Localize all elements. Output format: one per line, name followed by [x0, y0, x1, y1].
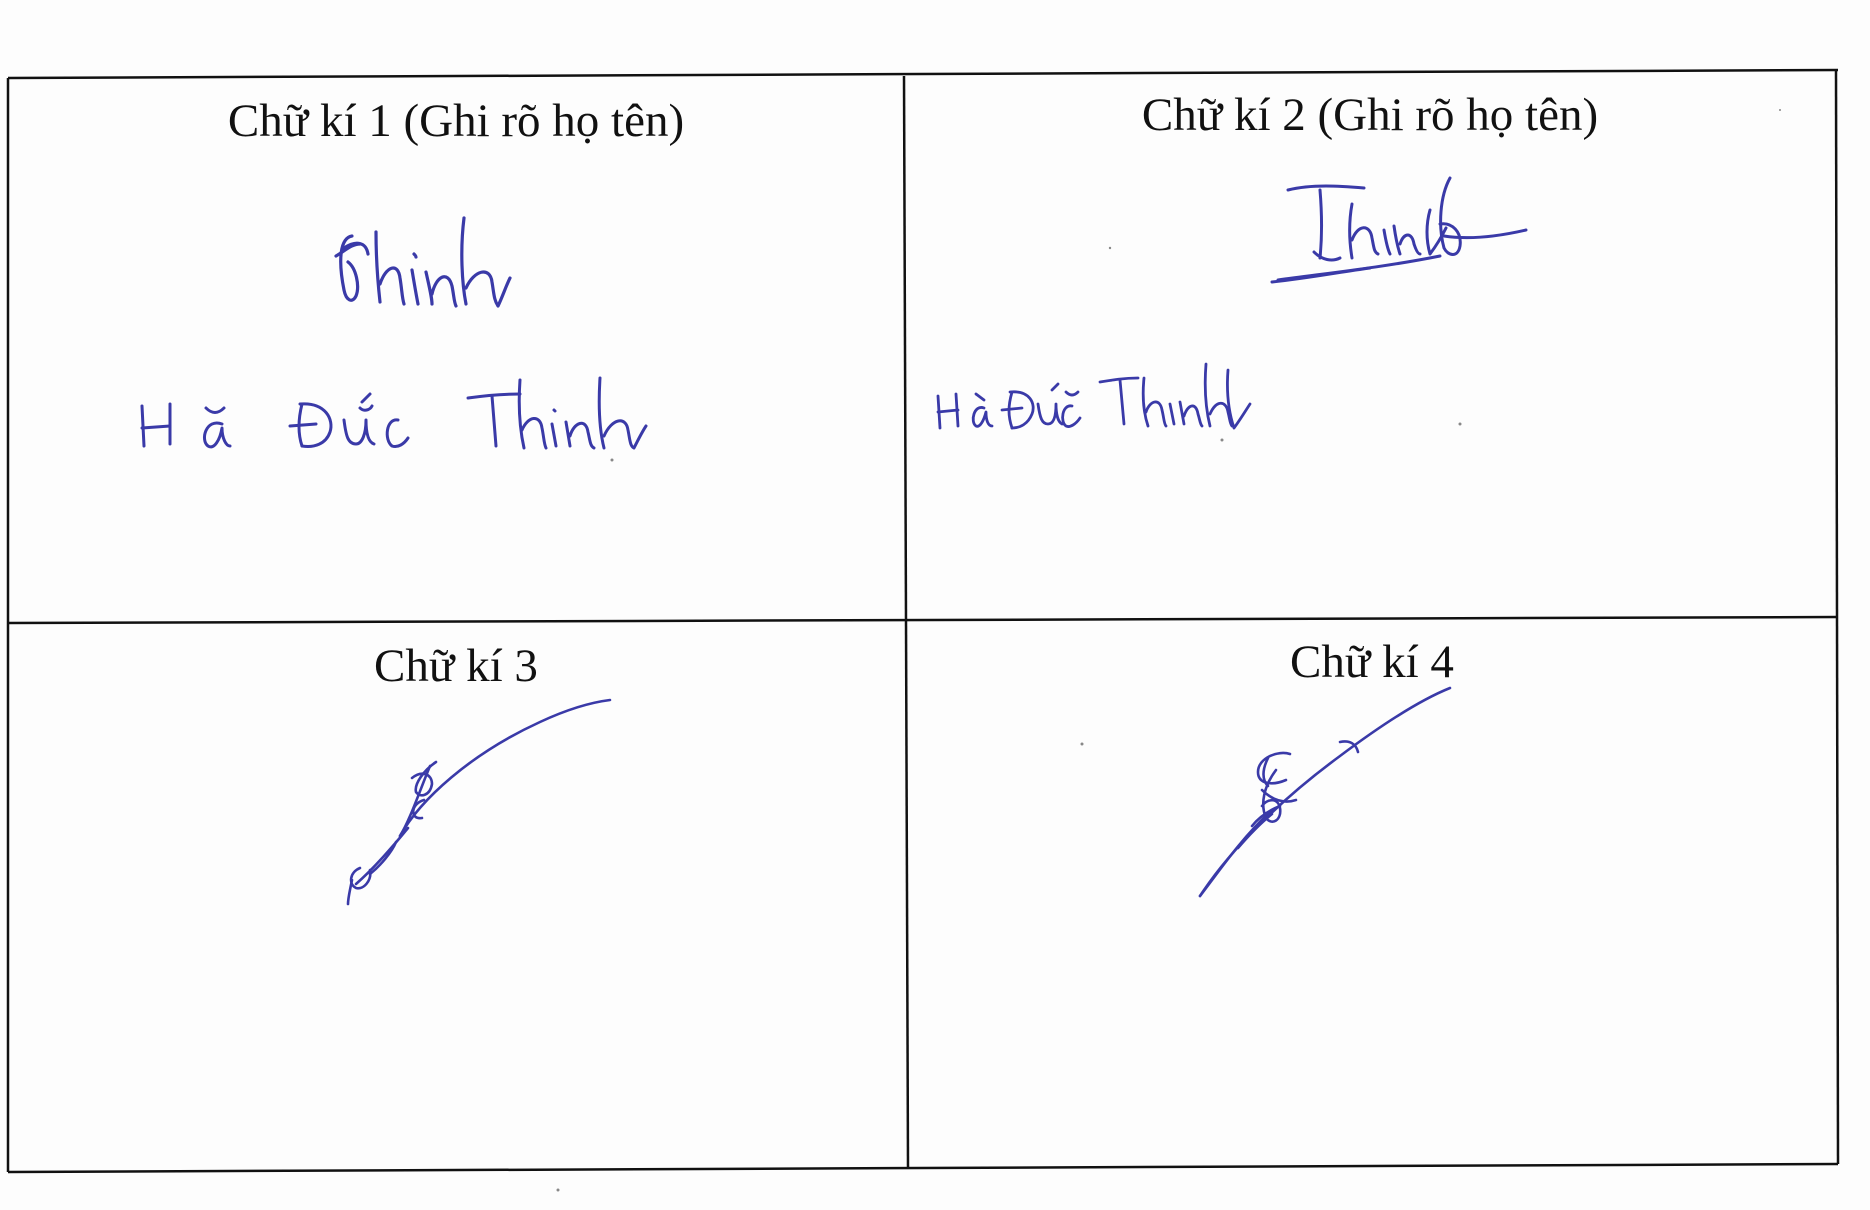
cell-3-heading: Chữ kí 3: [374, 640, 538, 692]
cell-4-heading: Chữ kí 4: [1290, 636, 1454, 688]
cell-1-heading: Chữ kí 1 (Ghi rõ họ tên): [227, 95, 685, 147]
cell-2-heading: Chữ kí 2 (Ghi rõ họ tên): [1141, 89, 1599, 141]
